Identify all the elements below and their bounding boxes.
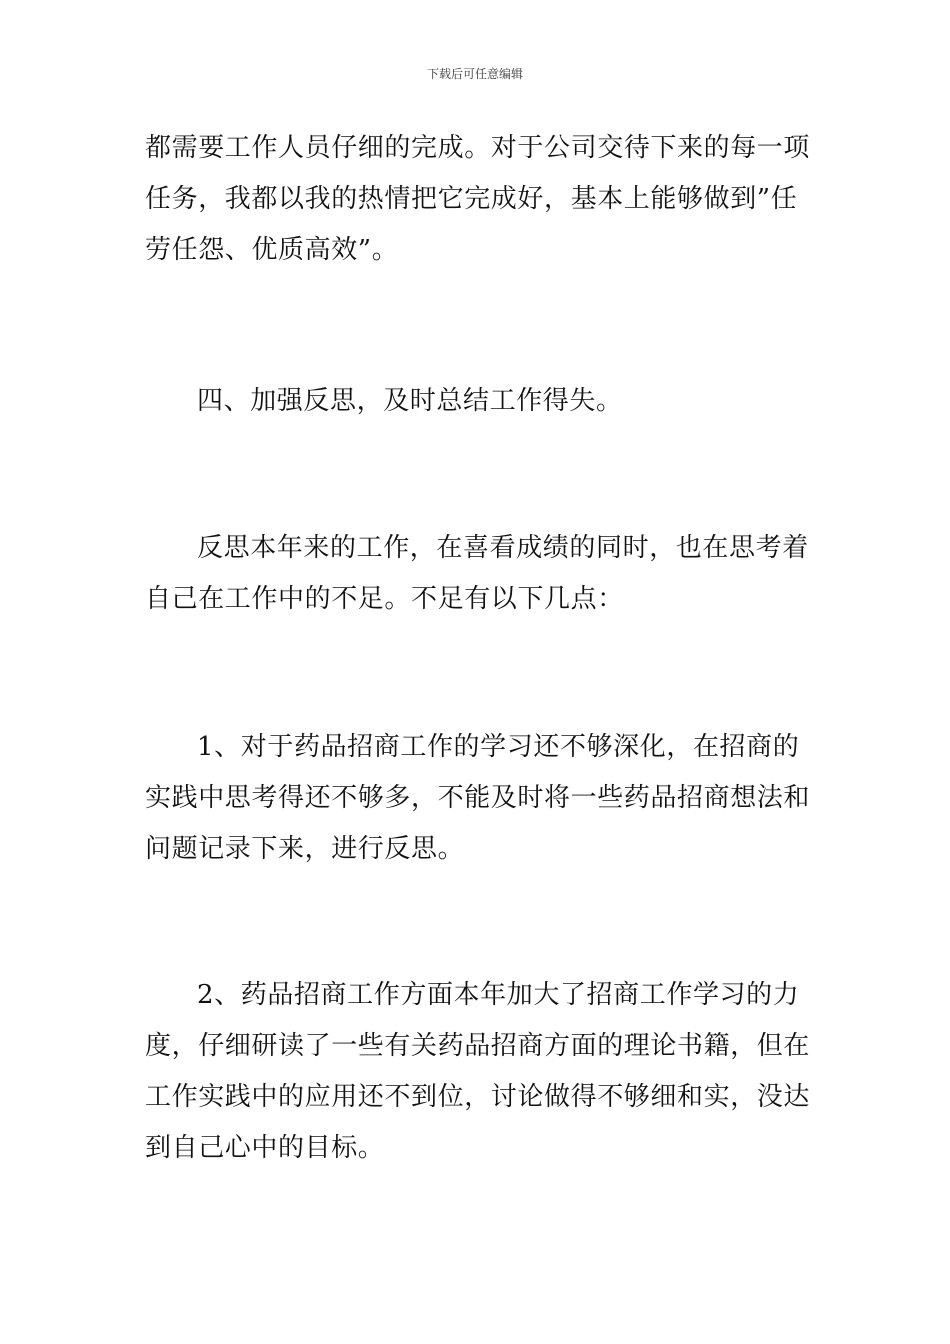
paragraph-continuation: 都需要工作人员仔细的完成。对于公司交待下来的每一项任务，我都以我的热情把它完成好，基本上能够做到”任劳任怨、优质高效”。 [145, 133, 811, 265]
paragraph-point-2: 2、药品招商工作方面本年加大了招商工作学习的力度，仔细研读了一些有关药品招商方面的理论书籍，但在工作实践中的应用还不到位，讨论做得不够细和实，没达到自己心中的目标。 [145, 980, 811, 1163]
page-header-note: 下载后可任意编辑 [426, 67, 523, 81]
section-heading-four: 四、加强反思，及时总结工作得失。 [197, 386, 623, 416]
paragraph-reflection: 反思本年来的工作，在喜看成绩的同时，也在思考着自己在工作中的不足。不足有以下几点： [145, 533, 809, 614]
paragraph-point-1: 1、对于药品招商工作的学习还不够深化，在招商的实践中思考得还不够多，不能及时将一些药品招商想法和问题记录下来，进行反思。 [145, 732, 811, 864]
